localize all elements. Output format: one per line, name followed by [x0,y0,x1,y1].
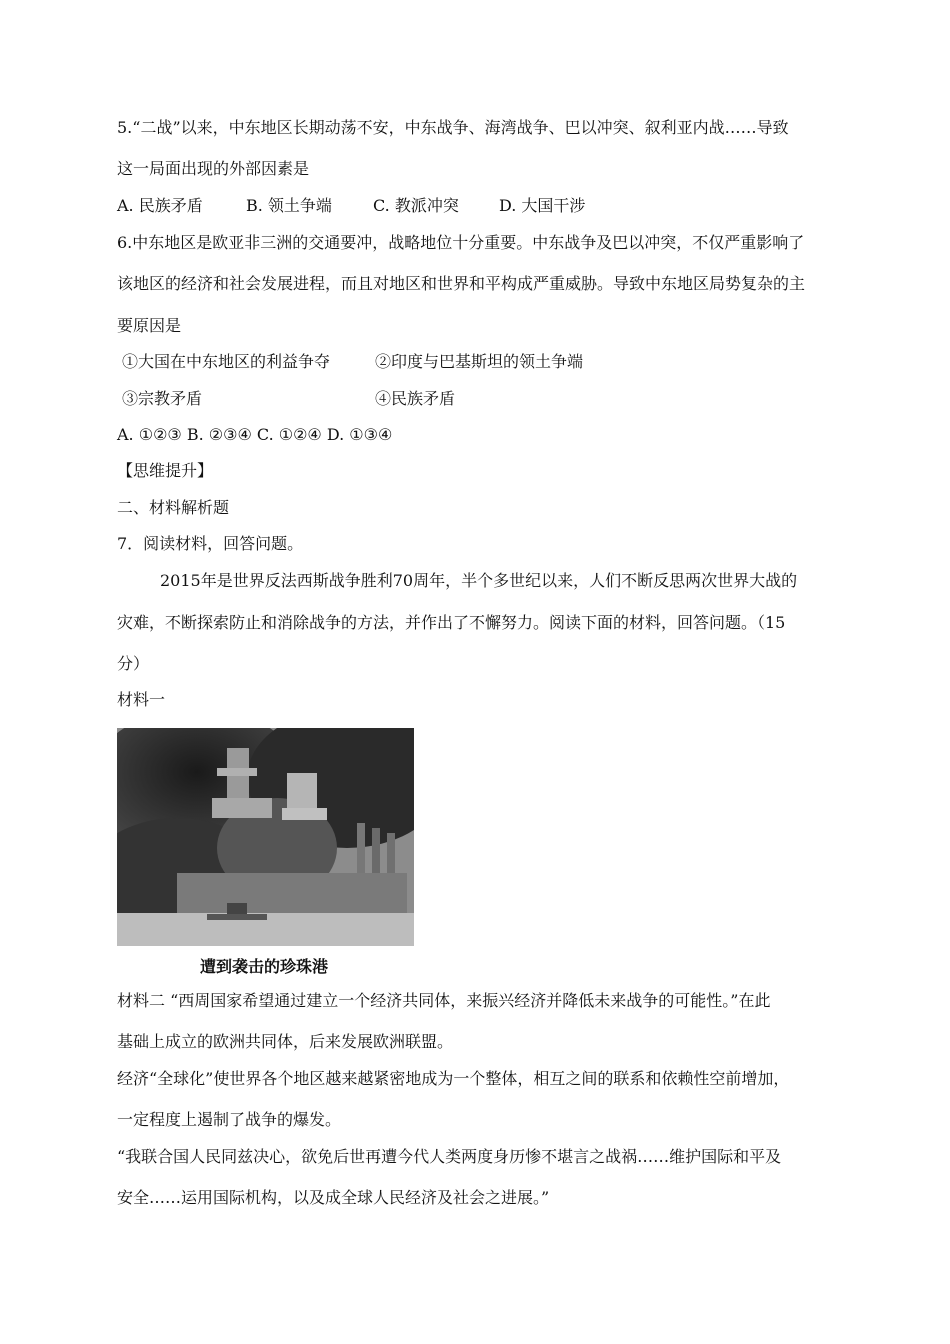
material-2-line4: 一定程度上遏制了战争的爆发。 [117,1110,342,1129]
q5-line2: 这一局面出现的外部因素是 [117,159,310,178]
q6-item3: ③宗教矛盾 [122,389,203,408]
q7-stem: 7．阅读材料，回答问题。 [117,534,304,553]
material-2-line2: 基础上成立的欧洲共同体，后来发展欧洲联盟。 [117,1032,454,1051]
q6-item2: ②印度与巴基斯坦的领土争端 [375,352,584,371]
q5-option-d: D. 大国干涉 [499,196,586,215]
q5-option-c: C. 教派冲突 [373,196,459,215]
section-heading: 二、材料解析题 [117,498,230,517]
thinking-heading: 【思维提升】 [117,461,214,480]
material-2-line6: 安全……运用国际机构，以及成全球人民经济及社会之进展。” [117,1188,550,1207]
q6-items-row1 [122,352,583,372]
q6-item1: ①大国在中东地区的利益争夺 [122,352,331,371]
q6-item4: ④民族矛盾 [375,389,456,408]
q5-option-a: A. 民族矛盾 [117,196,203,215]
q5-line1: 5.“二战”以来，中东地区长期动荡不安，中东战争、海湾战争、巴以冲突、叙利亚内战……导致 [117,118,789,137]
q6-items-row2 [122,389,455,409]
q7-intro1: 2015年是世界反法西斯战争胜利70周年，半个多世纪以来，人们不断反思两次世界大战的 [160,571,798,590]
q6-line1: 6.中东地区是欧亚非三洲的交通要冲，战略地位十分重要。中东战争及巴以冲突，不仅严重影响了 [117,233,805,252]
pearl-harbor-photo [117,728,414,946]
material-2-line3: 经济“全球化”使世界各个地区越来越紧密地成为一个整体，相互之间的联系和依赖性空前增加， [117,1069,790,1088]
photo-caption: 遭到袭击的珍珠港 [200,957,329,976]
material-2-line5: “我联合国人民同兹决心，欲免后世再遭今代人类两度身历惨不堪言之战祸……维护国际和平及 [117,1147,782,1166]
material-2-line1: 材料二 “西周国家希望通过建立一个经济共同体，来振兴经济并降低未来战争的可能性。”在此 [117,991,771,1010]
q5-option-b: B. 领土争端 [246,196,332,215]
material-1-label: 材料一 [117,690,166,709]
q6-answers: A. ①②③ B. ②③④ C. ①②④ D. ①③④ [117,425,393,444]
q6-line3: 要原因是 [117,316,182,335]
q7-intro2: 灾难，不断探索防止和消除战争的方法，并作出了不懈努力。阅读下面的材料，回答问题。（15 [117,613,786,632]
q6-line2: 该地区的经济和社会发展进程，而且对地区和世界和平构成严重威胁。导致中东地区局势复杂的主 [117,274,806,293]
q5-options [117,196,585,216]
q7-intro3: 分） [117,654,150,673]
